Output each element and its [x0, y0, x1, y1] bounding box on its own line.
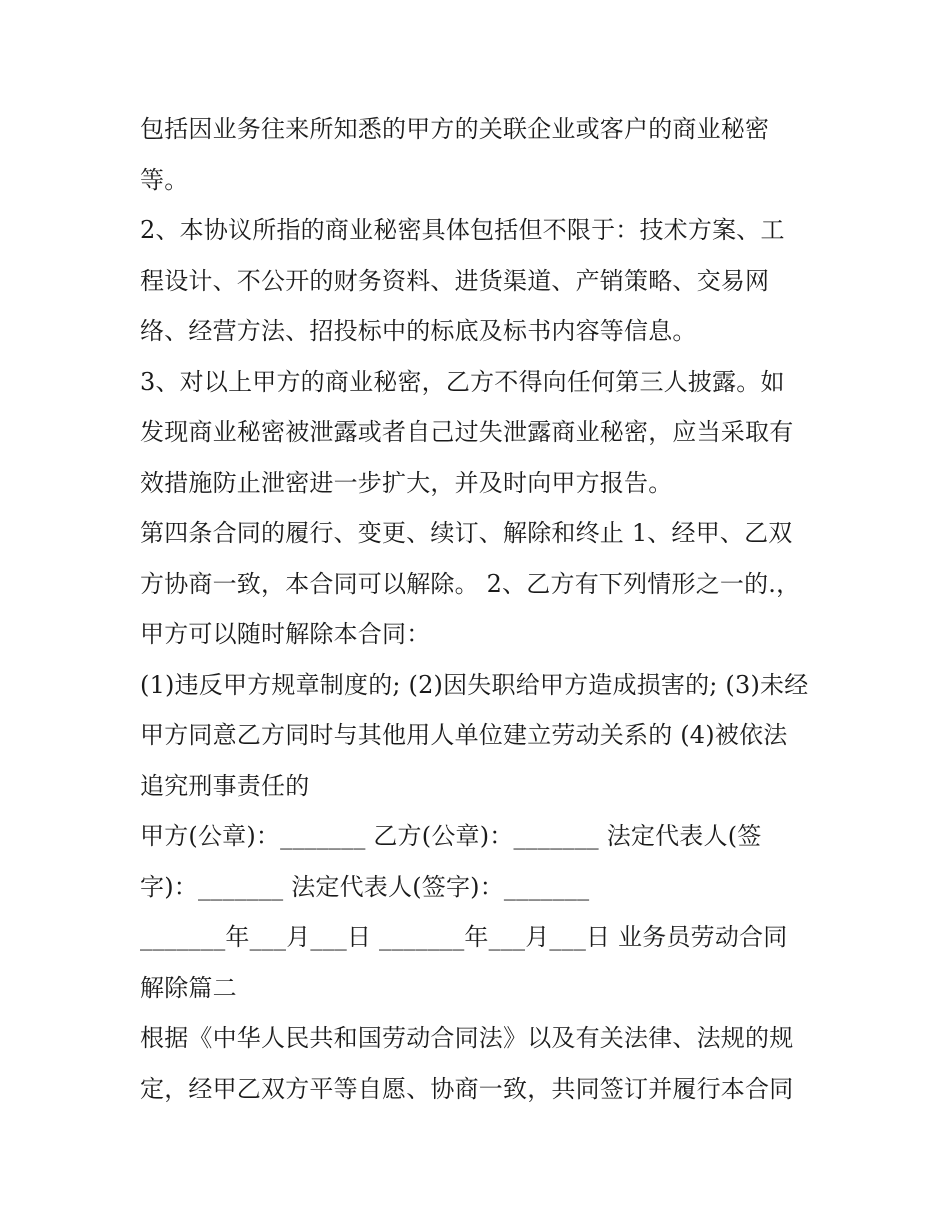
document-page: [140, 104, 820, 1114]
text-line: 定，经甲乙双方平等自愿、协商一致，共同签订并履行本合同: [140, 1074, 794, 1103]
text-line: 追究刑事责任的: [140, 771, 310, 800]
text-line: 甲方可以随时解除本合同：: [140, 620, 431, 648]
text-line: 效措施防止泄密进一步扩大，并及时向甲方报告。: [140, 468, 673, 497]
text-line: 络、经营方法、招投标中的标底及标书内容等信息。: [140, 317, 697, 345]
signature-line: 甲方(公章)：_______ 乙方(公章)：_______ 法定代表人(签: [140, 822, 762, 850]
text-line: 方协商一致，本合同可以解除。 2、乙方有下列情形之一的.，: [140, 569, 801, 598]
text-line: 2、本协议所指的商业秘密具体包括但不限于：技术方案、工: [140, 216, 785, 244]
text-line: 程设计、不公开的财务资料、进货渠道、产销策略、交易网: [140, 266, 770, 295]
section-title-line: 解除篇二: [140, 973, 237, 1002]
text-line: 等。: [140, 165, 189, 194]
section-heading-line: 第四条合同的履行、变更、续订、解除和终止 1、经甲、乙双: [140, 519, 793, 547]
text-line: 包括因业务往来所知悉的甲方的关联企业或客户的商业秘密: [140, 115, 770, 143]
text-line: (1)违反甲方规章制度的; (2)因失职给甲方造成损害的; (3)未经: [140, 670, 809, 699]
date-line: _______年___月___日 _______年___月___日 业务员劳动合同: [140, 923, 788, 951]
text-line: 甲方同意乙方同时与其他用人单位建立劳动关系的 (4)被依法: [140, 721, 788, 749]
text-line: 根据《中华人民共和国劳动合同法》以及有关法律、法规的规: [140, 1024, 794, 1052]
text-line: 3、对以上甲方的商业秘密，乙方不得向任何第三人披露。如: [140, 367, 785, 396]
text-line: 发现商业秘密被泄露或者自己过失泄露商业秘密，应当采取有: [140, 418, 794, 446]
signature-line: 字)：_______ 法定代表人(签字)：_______: [140, 872, 590, 901]
